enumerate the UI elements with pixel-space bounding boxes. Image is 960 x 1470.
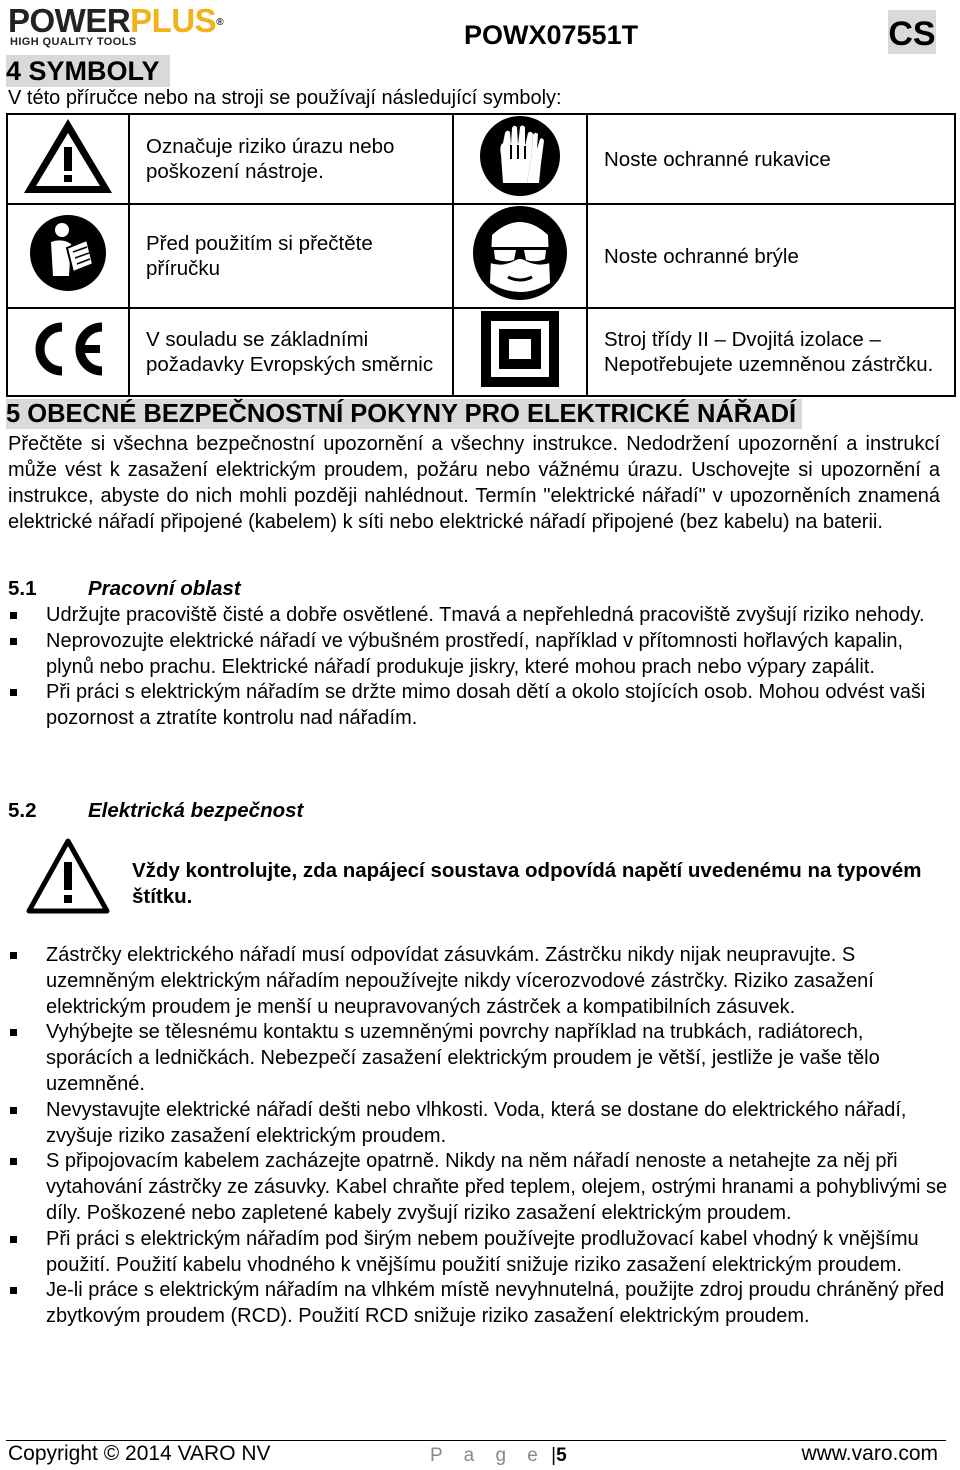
- logo-registered: ®: [216, 17, 224, 28]
- section-4-intro: V této příručce nebo na stroji se používají následující symboly:: [8, 87, 562, 109]
- logo-power: POWER: [8, 2, 131, 39]
- model-number: POWX07551T: [464, 20, 639, 50]
- symbol-icon-cell: [453, 114, 587, 204]
- gloves-icon: [477, 115, 563, 197]
- list-item: Vyhýbejte se tělesnému kontaktu s uzemněnými povrchy například na trubkách, radiátorech, sporácích a ledničkách. Nebezpečí zasažení elektrickým proudem je větší, jestliže je vaše tělo uzemněné.: [8, 1020, 948, 1097]
- footer-divider: [6, 1440, 946, 1441]
- list-item: Udržujte pracoviště čisté a dobře osvětlené. Tmavá a nepřehledná pracoviště zvyšují riziko nehody.: [8, 603, 948, 629]
- footer-website: www.varo.com: [801, 1442, 938, 1465]
- footer-page-number: [430, 1445, 567, 1467]
- ce-mark-icon: [28, 319, 108, 379]
- safety-glasses-icon: [470, 205, 570, 301]
- list-item: Při práci s elektrickým nářadím se držte mimo dosah dětí a okolo stojících osob. Mohou odvést vaši pozornost a ztratíte kontrolu nad nářadím.: [8, 680, 948, 732]
- subsection-5-2-heading: [8, 799, 303, 823]
- symbol-row: [7, 204, 955, 308]
- symbols-table: [6, 113, 956, 397]
- list-item: Zástrčky elektrického nářadí musí odpovídat zásuvkám. Zástrčku nikdy nijak neupravujte. S uzemněným elektrickým nářadím nepoužívejte nikdy vícerozvodové zástrčky. Riziko zasažení elektrickým proudem je menší u neupravovaných zástrček a kompatibilních zásuvek.: [8, 943, 948, 1020]
- read-manual-icon: [29, 214, 107, 292]
- electrical-safety-list: [8, 943, 948, 1330]
- symbol-description: Noste ochranné rukavice: [587, 114, 955, 204]
- brand-logo: [8, 4, 273, 48]
- symbol-icon-cell: [453, 308, 587, 396]
- language-badge: CS: [888, 10, 936, 54]
- logo-tagline: HIGH QUALITY TOOLS: [10, 36, 137, 48]
- symbol-description: Před použitím si přečtěte příručku: [129, 204, 453, 308]
- symbol-icon-cell: [7, 204, 129, 308]
- subsection-title: Elektrická bezpečnost: [88, 799, 304, 822]
- symbol-icon-cell: [7, 308, 129, 396]
- logo-plus: PLUS: [130, 2, 217, 39]
- section-4-heading: 4 SYMBOLY: [6, 55, 170, 87]
- list-item: Neprovozujte elektrické nářadí ve výbušném prostředí, například v přítomnosti hořlavých kapalin, plynů nebo prachu. Elektrické nářadí produkuje jiskry, které mohou prach nebo výpary zapálit.: [8, 629, 948, 681]
- symbol-icon-cell: [7, 114, 129, 204]
- list-item: Je-li práce s elektrickým nářadím na vlhkém místě nevyhnutelná, použijte zdroj proudu chráněný před zbytkovým proudem (RCD). Použití RCD snižuje riziko zasažení elektrickým proudem.: [8, 1278, 948, 1330]
- list-item: Nevystavujte elektrické nářadí dešti nebo vlhkosti. Voda, která se dostane do elektrického nářadí, zvyšuje riziko zasažení elektrickým proudem.: [8, 1098, 948, 1150]
- symbol-description: Stroj třídy II – Dvojitá izolace – Nepotřebujete uzemněnou zástrčku.: [587, 308, 955, 396]
- subsection-5-1-heading: [8, 577, 241, 601]
- symbol-description: V souladu se základními požadavky Evropských směrnic: [129, 308, 453, 396]
- page-label: P a g e: [430, 1445, 546, 1466]
- subsection-title: Pracovní oblast: [88, 577, 241, 600]
- symbol-row: [7, 308, 955, 396]
- double-insulation-icon: [479, 309, 561, 389]
- symbol-description: Noste ochranné brýle: [587, 204, 955, 308]
- section-5-heading: 5 OBECNÉ BEZPEČNOSTNÍ POKYNY PRO ELEKTRICKÉ NÁŘADÍ: [6, 399, 802, 429]
- subsection-number: 5.2: [8, 799, 37, 822]
- warning-triangle-icon: [26, 838, 110, 914]
- subsection-number: 5.1: [8, 577, 37, 600]
- symbol-icon-cell: [453, 204, 587, 308]
- page-separator: |: [551, 1445, 557, 1466]
- symbol-row: [7, 114, 955, 204]
- symbol-description: Označuje riziko úrazu nebo poškození nástroje.: [129, 114, 453, 204]
- warning-triangle-icon: [20, 115, 116, 197]
- footer-copyright: Copyright © 2014 VARO NV: [8, 1442, 271, 1465]
- list-item: Při práci s elektrickým nářadím pod širým nebem používejte prodlužovací kabel vhodný k vnějšímu použití. Použití kabelu vhodného k vnějšímu použití snižuje riziko zasažení elektrickým proudem.: [8, 1227, 948, 1279]
- work-area-list: [8, 603, 948, 732]
- voltage-warning: Vždy kontrolujte, zda napájecí soustava odpovídá napětí uvedenému na typovém štítku.: [132, 859, 922, 908]
- section-5-paragraph: Přečtěte si všechna bezpečnostní upozornění a všechny instrukce. Nedodržení upozornění a instrukcí může vést k zasažení elektrickým proudem, požáru nebo vážnému úrazu. Uschovejte si upozornění a instrukce, abyste do nich mohli později nahlédnout. Termín "elektrické nářadí" v upozorněních znamená elektrické nářadí připojené (kabelem) k síti nebo elektrické nářadí připojené (bez kabelu) na baterii.: [8, 433, 940, 533]
- page-number: 5: [556, 1445, 567, 1466]
- list-item: S připojovacím kabelem zacházejte opatrně. Nikdy na něm nářadí nenoste a netahejte za něj při vytahování zástrčky ze zásuvky. Kabel chraňte před teplem, olejem, ostrými hranami a pohyblivými se díly. Poškozené nebo zapletené kabely zvyšují riziko zasažení elektrickým proudem.: [8, 1149, 948, 1226]
